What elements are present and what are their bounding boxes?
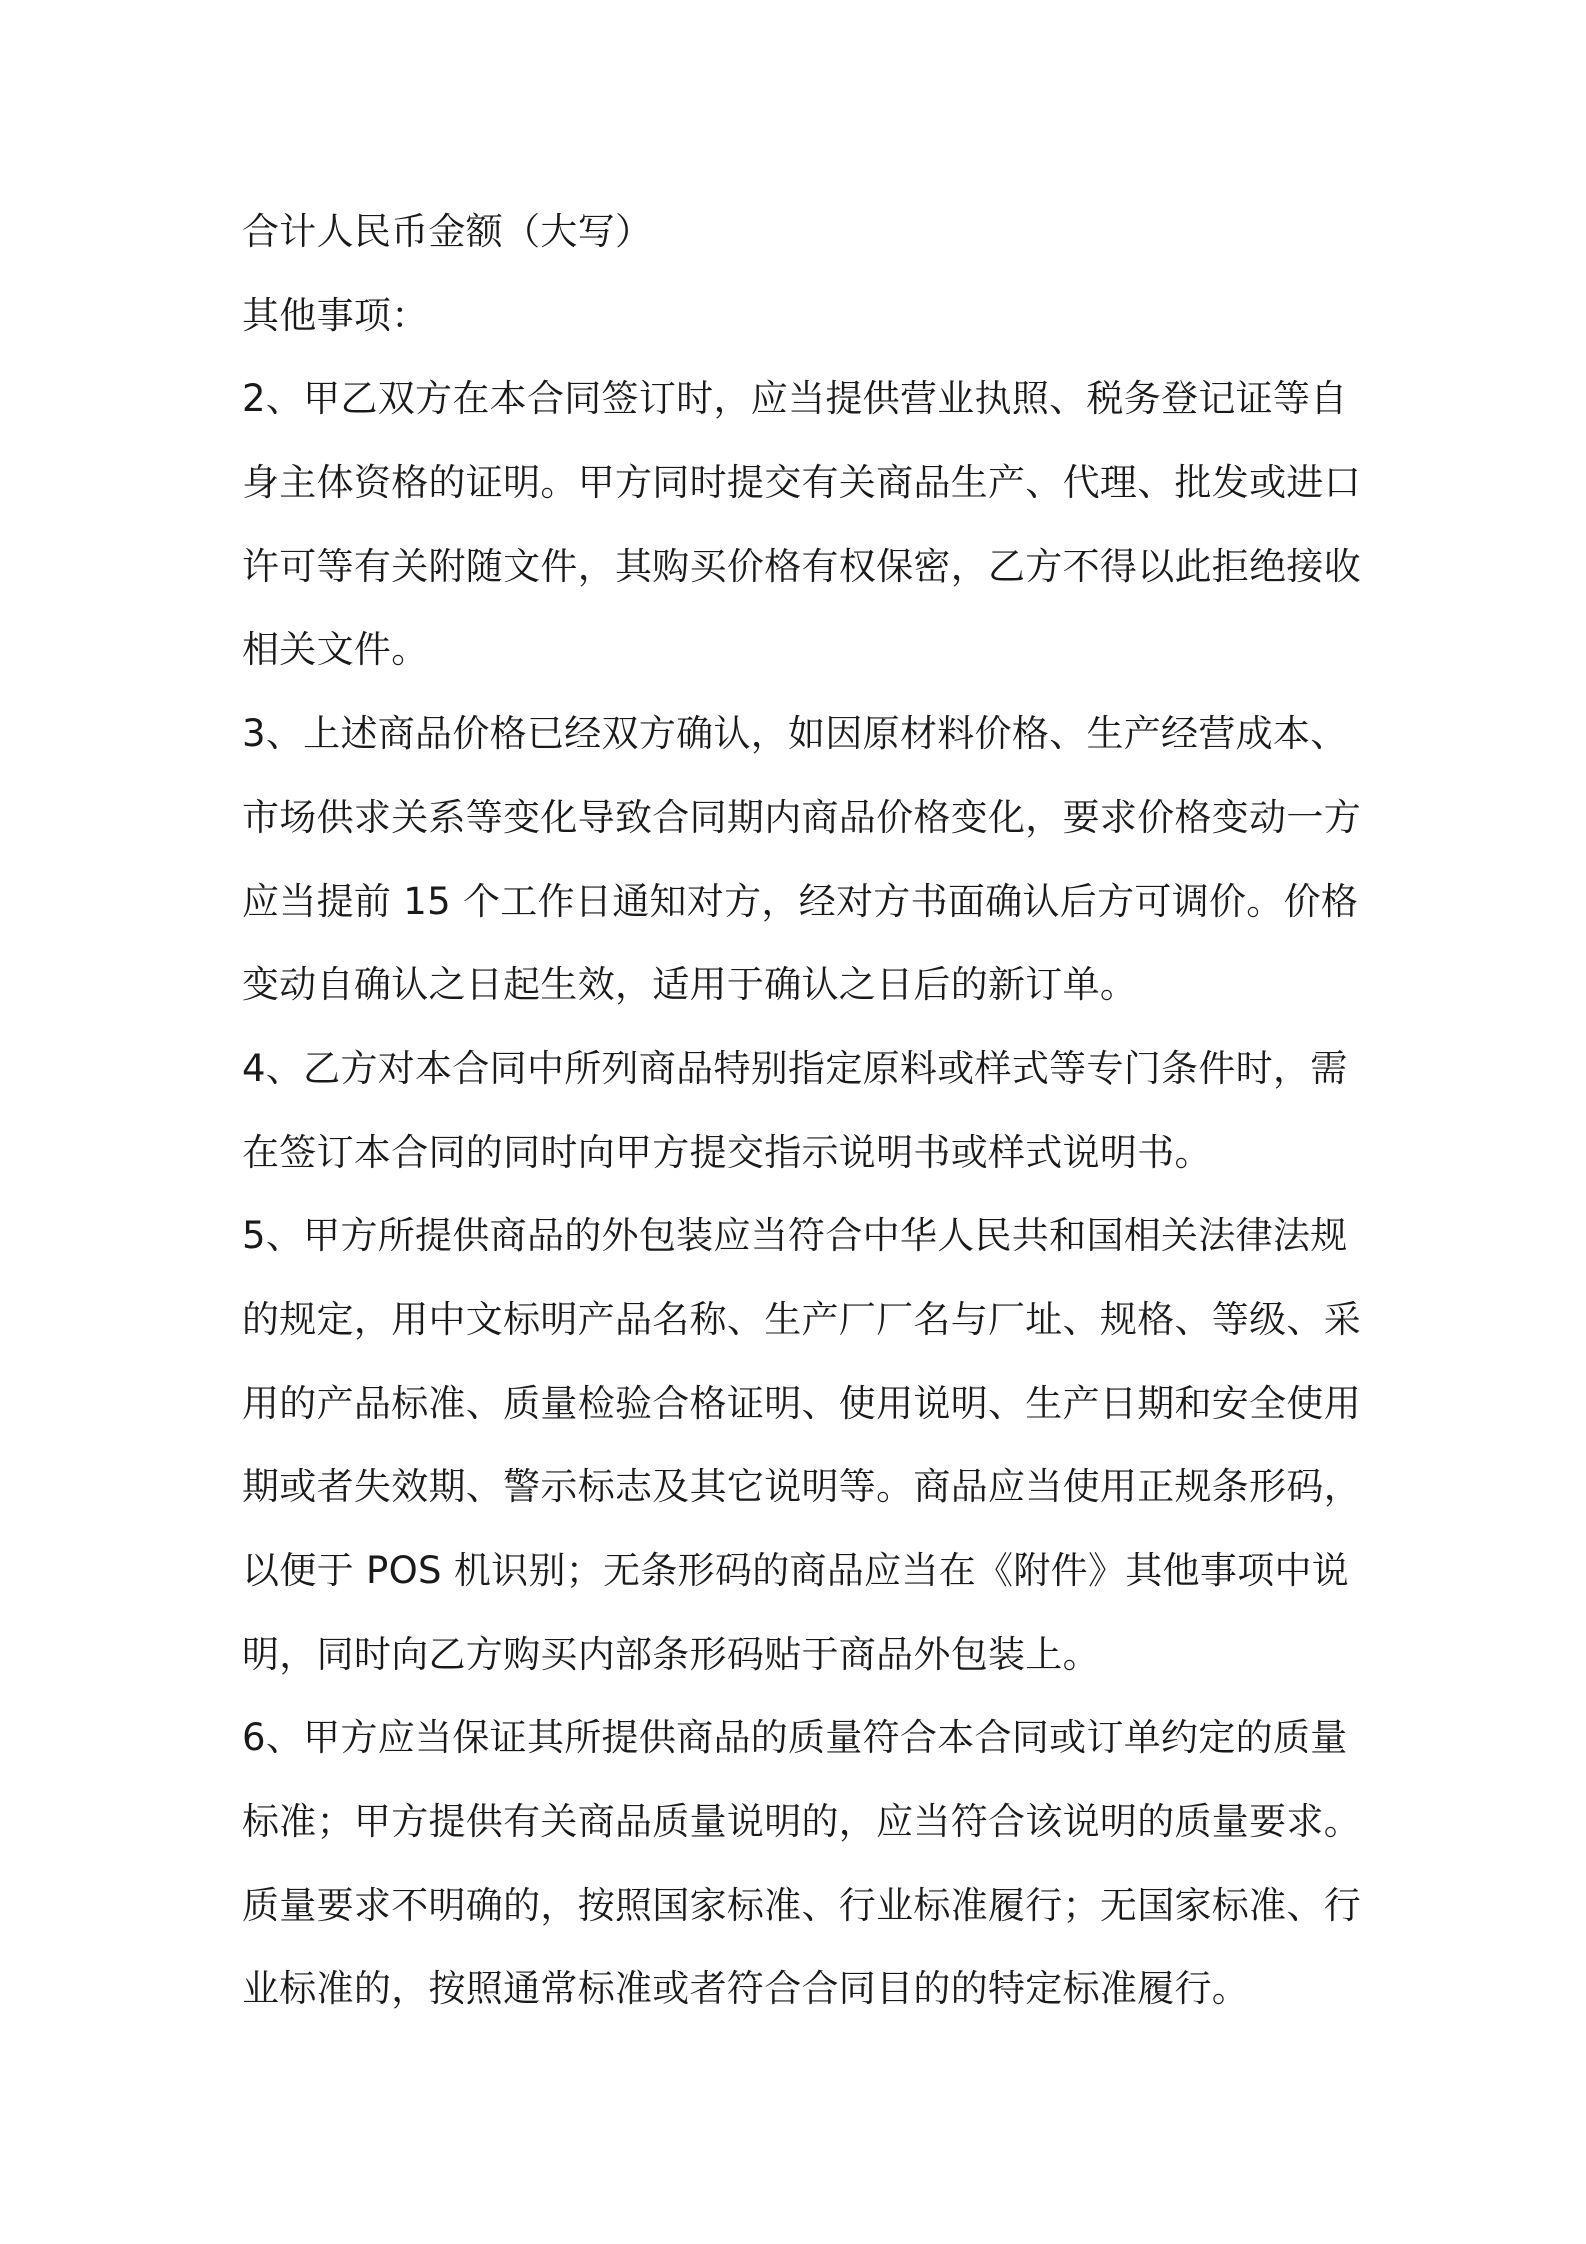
clause-3-line-1: 3、上述商品价格已经双方确认，如因原材料价格、生产经营成本、 bbox=[242, 712, 1348, 756]
clause-5-line-5: 以便于 POS 机识别；无条形码的商品应当在《附件》其他事项中说 bbox=[242, 1549, 1350, 1592]
clause-3-line-2: 市场供求关系等变化导致合同期内商品价格变化，要求价格变动一方 bbox=[242, 795, 1361, 839]
clause-6-line-2: 标准；甲方提供有关商品质量说明的，应当符合该说明的质量要求。 bbox=[242, 1800, 1361, 1844]
clause-3-line-4: 变动自确认之日起生效，适用于确认之日后的新订单。 bbox=[242, 963, 1138, 1007]
clause-6-line-1: 6、甲方应当保证其所提供商品的质量符合本合同或订单约定的质量 bbox=[242, 1716, 1348, 1760]
clause-2-line-2: 身主体资格的证明。甲方同时提交有关商品生产、代理、批发或进口 bbox=[242, 461, 1361, 505]
clause-4-line-1: 4、乙方对本合同中所列商品特别指定原料或样式等专门条件时，需 bbox=[242, 1046, 1348, 1090]
text-line-other-matters: 其他事项： bbox=[242, 293, 429, 337]
clause-5-line-2: 的规定，用中文标明产品名称、生产厂厂名与厂址、规格、等级、采 bbox=[242, 1297, 1361, 1341]
clause-6-line-4: 业标准的，按照通常标准或者符合合同目的的特定标准履行。 bbox=[242, 1967, 1250, 2011]
clause-2-line-3: 许可等有关附随文件，其购买价格有权保密，乙方不得以此拒绝接收 bbox=[242, 544, 1361, 588]
contract-text-body bbox=[242, 190, 1362, 2031]
clause-6-line-3: 质量要求不明确的，按照国家标准、行业标准履行；无国家标准、行 bbox=[242, 1883, 1361, 1927]
clause-5-line-4: 期或者失效期、警示标志及其它说明等。商品应当使用正规条形码， bbox=[242, 1465, 1361, 1509]
clause-3-line-3: 应当提前 15 个工作日通知对方，经对方书面确认后方可调价。价格 bbox=[242, 879, 1359, 923]
text-line-total-amount: 合计人民币金额（大写） bbox=[242, 210, 653, 253]
clause-2-line-4: 相关文件。 bbox=[242, 628, 429, 672]
clause-4-line-2: 在签订本合同的同时向甲方提交指示说明书或样式说明书。 bbox=[242, 1130, 1212, 1174]
clause-5-line-3: 用的产品标准、质量检验合格证明、使用说明、生产日期和安全使用 bbox=[242, 1381, 1361, 1425]
clause-5-line-1: 5、甲方所提供商品的外包装应当符合中华人民共和国相关法律法规 bbox=[242, 1214, 1348, 1258]
clause-2-line-1: 2、甲乙双方在本合同签订时，应当提供营业执照、税务登记证等自 bbox=[242, 377, 1348, 421]
clause-5-line-6: 明，同时向乙方购买内部条形码贴于商品外包装上。 bbox=[242, 1632, 1100, 1676]
